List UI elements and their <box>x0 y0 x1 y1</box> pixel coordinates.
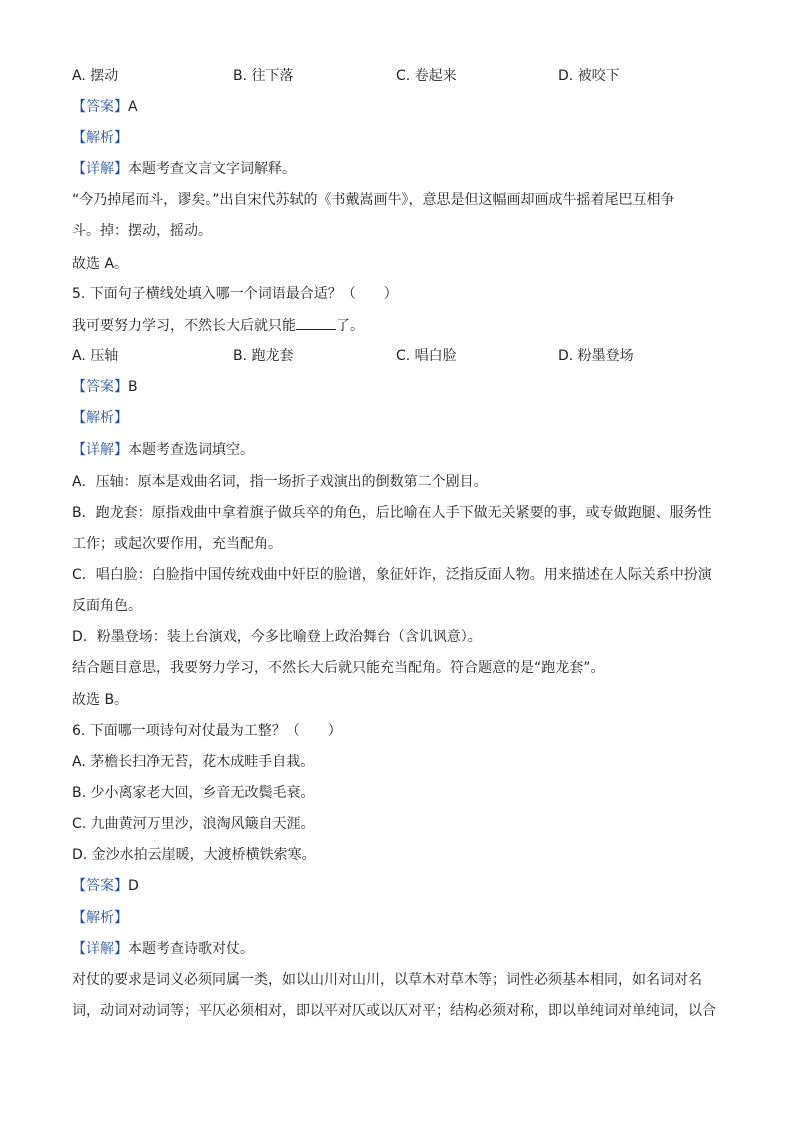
q5-answer <box>72 377 138 397</box>
q5-item-c-line-1: C．唱白脸：白脸指中国传统戏曲中奸臣的脸谱，象征奸诈，泛指反面人物。用来描述在人际关系中扮演 <box>72 567 712 583</box>
q4-detail <box>72 159 296 179</box>
answer-value: D <box>128 878 139 894</box>
q6-option-c: C. 九曲黄河万里沙，浪淘风簸自天涯。 <box>72 816 315 832</box>
q5-analysis-heading <box>72 408 128 428</box>
q4-analysis-heading <box>72 128 128 148</box>
analysis-tag: 【解析】 <box>72 410 128 426</box>
q5-sentence-before: 我可要努力学习，不然长大后就只能 <box>72 318 296 334</box>
q5-item-a: A．压轴：原本是戏曲名词，指一场折子戏演出的倒数第二个剧目。 <box>72 474 488 490</box>
q5-item-b-line-1: B．跑龙套：原指戏曲中拿着旗子做兵卒的角色，后比喻在人手下做无关紧要的事，或专做跑腿、服务性 <box>72 505 712 521</box>
q6-detail <box>72 939 254 959</box>
analysis-tag: 【解析】 <box>72 910 128 926</box>
q6-rule-line-2: 词，动词对动词等；平仄必须相对，即以平对仄或以仄对平；结构必须对称，即以单纯词对单纯词，以合 <box>72 1003 716 1019</box>
q6-rule-line-1: 对仗的要求是词义必须同属一类，如以山川对山川，以草木对草木等；词性必须基本相同，如名词对名 <box>72 972 702 988</box>
q5-option-b: B. 跑龙套 <box>233 348 294 364</box>
detail-tag: 【详解】 <box>72 442 128 458</box>
q4-option-d: D. 被咬下 <box>558 68 620 84</box>
q5-option-c: C. 唱白脸 <box>396 348 457 364</box>
detail-text: 本题考查选词填空。 <box>128 442 254 458</box>
q4-answer <box>72 97 138 117</box>
q5-option-a: A. 压轴 <box>72 348 119 364</box>
q4-explain-line-1: “今乃掉尾而斗，谬矣。”出自宋代苏轼的《书戴嵩画牛》，意思是但这幅画却画成牛摇着尾巴互相争 <box>72 192 675 208</box>
answer-tag: 【答案】 <box>72 99 128 115</box>
answer-value: B <box>128 379 138 395</box>
q4-conclusion: 故选 A。 <box>72 256 129 272</box>
q5-conclusion: 故选 B。 <box>72 692 129 708</box>
detail-text: 本题考查诗歌对仗。 <box>128 941 254 957</box>
q6-option-a: A. 茅檐长扫净无苔，花木成畦手自栽。 <box>72 754 315 770</box>
q6-stem: 6. 下面哪一项诗句对仗最为工整？（ ） <box>72 723 342 739</box>
q5-item-d: D．粉墨登场：装上台演戏，今多比喻登上政治舞台（含讥讽意）。 <box>72 629 482 645</box>
q6-answer <box>72 876 139 896</box>
q4-option-b: B. 往下落 <box>233 68 294 84</box>
q5-sentence-after: 了。 <box>336 318 364 334</box>
answer-tag: 【答案】 <box>72 878 128 894</box>
q5-detail <box>72 440 254 460</box>
q6-option-b: B. 少小离家老大回，乡音无改鬓毛衰。 <box>72 785 315 801</box>
q4-explain-line-2: 斗。掉：摆动，摇动。 <box>72 223 212 239</box>
answer-tag: 【答案】 <box>72 379 128 395</box>
q5-stem: 5. 下面句子横线处填入哪一个词语最合适？（ ） <box>72 286 398 302</box>
detail-text: 本题考查文言文字词解释。 <box>128 161 296 177</box>
q6-analysis-heading <box>72 908 128 928</box>
q5-item-c-line-2: 反面角色。 <box>72 598 142 614</box>
q5-item-b-line-2: 工作；或起次要作用，充当配角。 <box>72 536 282 552</box>
q5-sentence <box>72 315 364 336</box>
analysis-tag: 【解析】 <box>72 130 128 146</box>
q6-option-d: D. 金沙水拍云崖暖，大渡桥横铁索寒。 <box>72 847 316 863</box>
detail-tag: 【详解】 <box>72 941 128 957</box>
q5-summary: 结合题目意思，我要努力学习，不然长大后就只能充当配角。符合题意的是“跑龙套”。 <box>72 660 605 676</box>
answer-value: A <box>128 99 138 115</box>
q4-option-c: C. 卷起来 <box>396 68 457 84</box>
detail-tag: 【详解】 <box>72 161 128 177</box>
q4-option-a: A. 摆动 <box>72 68 119 84</box>
q5-fill-blank <box>296 315 336 330</box>
q5-option-d: D. 粉墨登场 <box>558 348 634 364</box>
